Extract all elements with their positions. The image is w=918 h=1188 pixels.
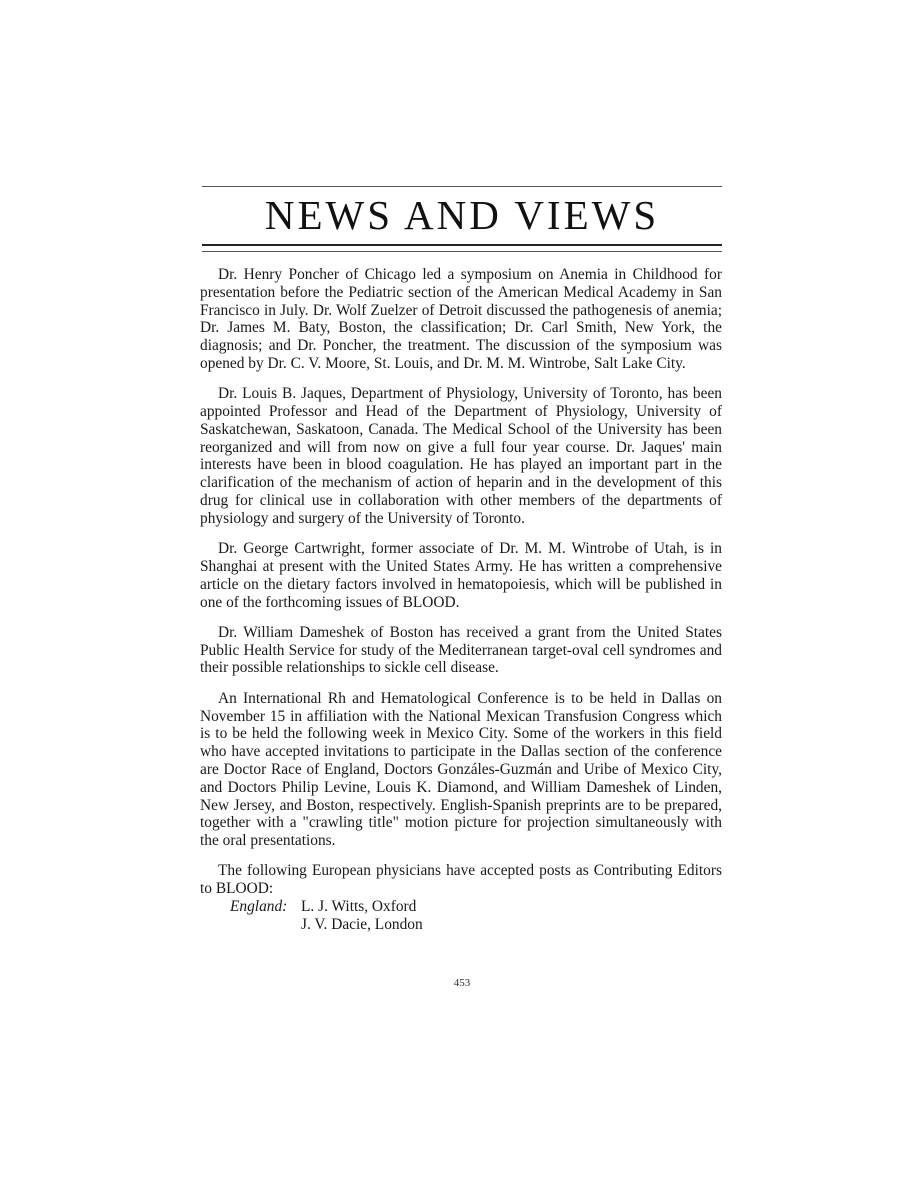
paragraph-contributing-editors: The following European physicians have accepted posts as Contributing Editors to BLOOD: bbox=[200, 862, 722, 898]
editor-country: England: bbox=[230, 898, 288, 915]
editor-name: J. V. Dacie, London bbox=[301, 915, 423, 933]
editor-row bbox=[200, 916, 722, 934]
top-rule bbox=[202, 186, 722, 187]
editor-country-spacer bbox=[200, 916, 301, 934]
editors-list bbox=[200, 898, 722, 934]
page-title: NEWS AND VIEWS bbox=[264, 192, 660, 238]
page-number: 453 bbox=[453, 977, 471, 989]
paragraph-rh-conference: An International Rh and Hematological Conference is to be held in Dallas on November 15 in affiliation with the National Mexican Transfusion Congress which is to be held the following week in Mexico City. Some of the workers in this field who have accepted invitations to participate in the Dallas section of the conference are Doctor Race of England, Doctors Gonzáles-Guzmán and Uribe of Mexico City, and Doctors Philip Levine, Louis K. Diamond, and William Dameshek of Linden, New Jersey, and Boston, respectively. English-Spanish preprints are to be prepared, together with a "crawling title" motion picture for projection simultaneously with the oral presentations. bbox=[200, 689, 722, 850]
title-underline-thin bbox=[202, 251, 722, 252]
paragraph-cartwright: Dr. George Cartwright, former associate of Dr. M. M. Wintrobe of Utah, is in Shanghai at present with the United States Army. He has written a comprehensive article on the dietary factors involved in hematopoiesis, which will be published in one of the forthcoming issues of BLOOD. bbox=[200, 540, 722, 611]
title-underline-thick bbox=[202, 244, 722, 246]
paragraph-dameshek-grant: Dr. William Dameshek of Boston has received a grant from the United States Public Health Service for study of the Mediterranean target-oval cell syndromes and their possible relationships to sickle cell disease. bbox=[200, 623, 722, 677]
editor-name: L. J. Witts, Oxford bbox=[301, 898, 417, 915]
paragraph-jaques-appointment: Dr. Louis B. Jaques, Department of Physiology, University of Toronto, has been appointed Professor and Head of the Department of Physiology, University of Saskatchewan, Saskatoon, Canada. The Medical School of the University has been reorganized and will from now on give a full four year course. Dr. Jaques' main interests have been in blood coagulation. He has played an important part in the clarification of the mechanism of action of heparin and in the development of this drug for clinical use in collaboration with other members of the departments of physiology and surgery of the University of Toronto. bbox=[200, 385, 722, 527]
paragraph-poncher-symposium: Dr. Henry Poncher of Chicago led a symposium on Anemia in Childhood for presentation before the Pediatric section of the American Medical Academy in San Francisco in July. Dr. Wolf Zuelzer of Detroit discussed the pathogenesis of anemia; Dr. James M. Baty, Boston, the classification; Dr. Carl Smith, New York, the diagnosis; and Dr. Poncher, the treatment. The discussion of the symposium was opened by Dr. C. V. Moore, St. Louis, and Dr. M. M. Wintrobe, Salt Lake City. bbox=[200, 266, 722, 372]
editor-row bbox=[200, 898, 722, 916]
article-body bbox=[200, 266, 722, 934]
